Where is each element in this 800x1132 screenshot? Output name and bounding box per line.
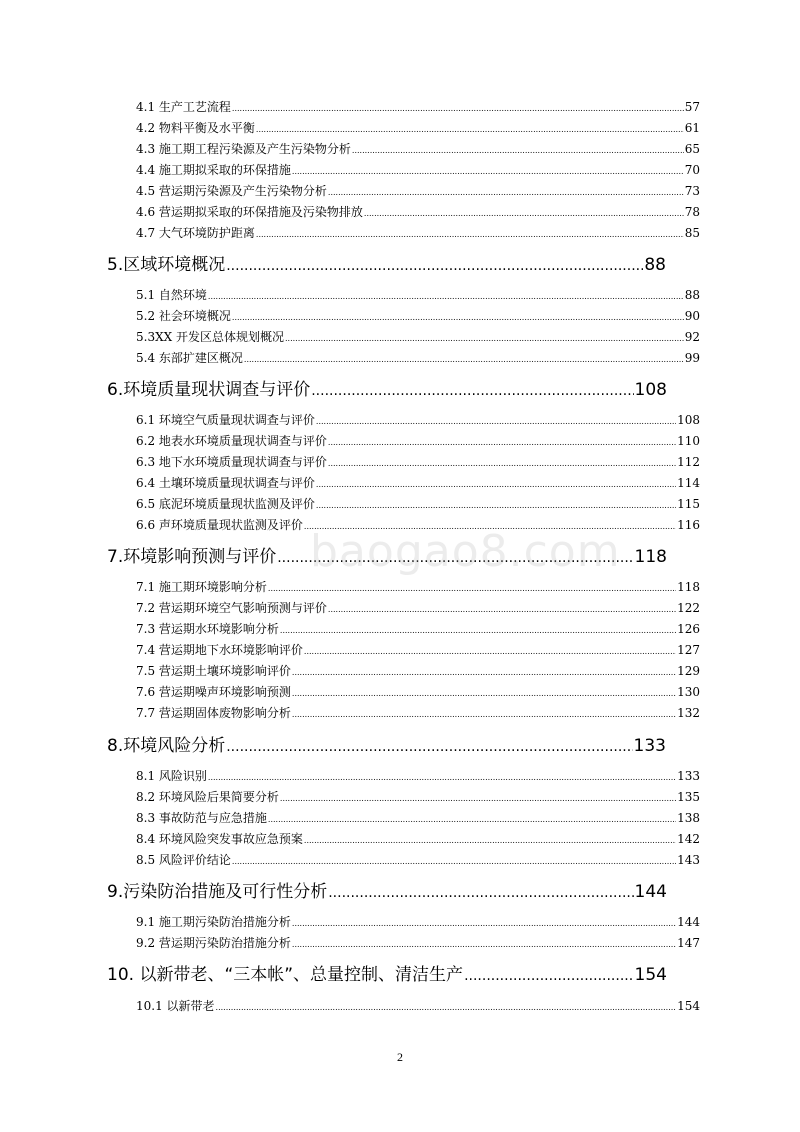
toc-page-number: 112 [677, 455, 700, 469]
toc-leader-dots [256, 226, 684, 242]
toc-page-number: 78 [684, 205, 700, 219]
toc-leader-dots [226, 254, 643, 277]
toc-chapter-label: 7.环境影响预测与评价 [107, 547, 277, 567]
toc-entry-label: 4.7 大气环境防护距离 [136, 226, 255, 240]
toc-entry-label: 6.5 底泥环境质量现状监测及评价 [136, 497, 315, 511]
toc-leader-dots [328, 601, 676, 617]
toc-page-number: 118 [634, 547, 667, 567]
toc-chapter-label: 10. 以新带老、“三本帐”、总量控制、清洁生产 [107, 965, 464, 985]
toc-page-number: 127 [677, 643, 700, 657]
toc-chapter-9[interactable] [107, 880, 667, 904]
toc-entry-5-4[interactable] [136, 349, 700, 367]
toc-page-number: 154 [677, 999, 700, 1013]
toc-leader-dots [232, 309, 684, 325]
toc-page-number: 108 [634, 380, 667, 400]
toc-entry-label: 7.1 施工期环境影响分析 [136, 580, 267, 594]
toc-leader-dots [304, 832, 676, 848]
toc-entry-label: 4.3 施工期工程污染源及产生污染物分析 [136, 142, 351, 156]
toc-page-number: 73 [684, 184, 700, 198]
toc-leader-dots [268, 811, 676, 827]
toc-entry-6-3[interactable] [136, 453, 700, 471]
toc-page-number: 114 [677, 476, 700, 490]
toc-leader-dots [364, 205, 684, 221]
toc-leader-dots [226, 735, 632, 758]
toc-chapter-label: 9.污染防治措施及可行性分析 [107, 882, 328, 902]
toc-entry-label: 8.2 环境风险后果简要分析 [136, 790, 279, 804]
toc-entry-4-7[interactable] [136, 224, 700, 242]
toc-entry-6-5[interactable] [136, 495, 700, 513]
toc-page-number: 90 [684, 309, 700, 323]
toc-entry-label: 4.2 物料平衡及水平衡 [136, 121, 255, 135]
toc-entry-label: 7.2 营运期环境空气影响预测与评价 [136, 601, 327, 615]
toc-leader-dots [292, 664, 676, 680]
toc-chapter-label: 5.区域环境概况 [107, 255, 226, 275]
toc-page-number: 133 [677, 769, 700, 783]
toc-entry-9-2[interactable] [136, 934, 700, 952]
toc-chapter-6[interactable] [107, 378, 667, 402]
toc-entry-7-3[interactable] [136, 620, 700, 638]
toc-entry-5-2[interactable] [136, 307, 700, 325]
toc-page-number: 133 [633, 736, 666, 756]
toc-entry-7-2[interactable] [136, 599, 700, 617]
toc-entry-7-6[interactable] [136, 683, 700, 701]
toc-entry-10-1[interactable] [136, 997, 700, 1015]
toc-entry-label: 5.4 东部扩建区概况 [136, 351, 243, 365]
toc-leader-dots [304, 643, 676, 659]
toc-page-number: 142 [677, 832, 700, 846]
toc-page-number: 92 [684, 330, 700, 344]
toc-page-number: 61 [684, 121, 700, 135]
toc-entry-label: 7.4 营运期地下水环境影响评价 [136, 643, 303, 657]
toc-leader-dots [232, 853, 676, 869]
toc-page-number: 135 [677, 790, 700, 804]
toc-entry-label: 8.4 环境风险突发事故应急预案 [136, 832, 303, 846]
toc-entry-4-1[interactable] [136, 98, 700, 116]
toc-page-number: 88 [644, 255, 666, 275]
toc-chapter-label: 8.环境风险分析 [107, 736, 226, 756]
toc-leader-dots [292, 936, 676, 952]
toc-page-number: 130 [677, 685, 700, 699]
toc-page-number: 144 [634, 882, 667, 902]
toc-leader-dots [316, 476, 676, 492]
toc-page-number: 115 [677, 497, 700, 511]
toc-entry-label: 10.1 以新带老 [136, 999, 215, 1013]
toc-leader-dots [292, 163, 684, 179]
toc-leader-dots [256, 121, 684, 137]
toc-entry-label: 6.3 地下水环境质量现状调查与评价 [136, 455, 327, 469]
toc-entry-6-1[interactable] [136, 411, 700, 429]
watermark: baogao8.com [310, 526, 621, 577]
toc-entry-8-1[interactable] [136, 767, 700, 785]
toc-leader-dots [244, 351, 684, 367]
toc-entry-7-5[interactable] [136, 662, 700, 680]
toc-entry-label: 8.1 风险识别 [136, 769, 207, 783]
toc-leader-dots [292, 706, 676, 722]
toc-entry-4-6[interactable] [136, 203, 700, 221]
toc-leader-dots [304, 518, 676, 534]
toc-page-number: 88 [684, 288, 700, 302]
toc-page-number: 57 [684, 100, 700, 114]
toc-page-number: 110 [677, 434, 700, 448]
toc-page-number: 154 [634, 965, 667, 985]
toc-page-number: 129 [677, 664, 700, 678]
toc-leader-dots [277, 546, 633, 569]
toc-entry-label: 7.5 营运期土壤环境影响评价 [136, 664, 291, 678]
toc-leader-dots [208, 769, 676, 785]
toc-entry-7-7[interactable] [136, 704, 700, 722]
toc-entry-label: 7.7 营运期固体废物影响分析 [136, 706, 291, 720]
toc-leader-dots [292, 915, 676, 931]
toc-entry-6-2[interactable] [136, 432, 700, 450]
toc-entry-label: 4.4 施工期拟采取的环保措施 [136, 163, 291, 177]
toc-leader-dots [316, 413, 676, 429]
toc-page-number: 143 [677, 853, 700, 867]
toc-entry-label: 4.6 营运期拟采取的环保措施及污染物排放 [136, 205, 363, 219]
toc-entry-label: 8.5 风险评价结论 [136, 853, 231, 867]
toc-page-number: 116 [677, 518, 700, 532]
toc-entry-9-1[interactable] [136, 913, 700, 931]
toc-entry-label: 9.2 营运期污染防治措施分析 [136, 936, 291, 950]
toc-entry-label: 5.3XX 开发区总体规划概况 [136, 330, 284, 344]
toc-page-number: 99 [684, 351, 700, 365]
toc-leader-dots [328, 434, 676, 450]
toc-entry-5-3[interactable] [136, 328, 700, 346]
toc-leader-dots [328, 184, 684, 200]
toc-leader-dots [352, 142, 684, 158]
toc-entry-8-5[interactable] [136, 851, 700, 869]
toc-entry-6-6[interactable] [136, 516, 700, 534]
toc-leader-dots [280, 622, 676, 638]
toc-entry-7-1[interactable] [136, 578, 700, 596]
toc-chapter-7[interactable] [107, 545, 667, 569]
toc-leader-dots [316, 497, 676, 513]
toc-entry-label: 6.4 土壤环境质量现状调查与评价 [136, 476, 315, 490]
toc-chapter-10[interactable] [107, 963, 667, 987]
toc-chapter-8[interactable] [107, 734, 666, 758]
toc-leader-dots [311, 379, 633, 402]
toc-entry-label: 5.2 社会环境概况 [136, 309, 231, 323]
toc-page-number: 85 [684, 226, 700, 240]
toc-entry-4-2[interactable] [136, 119, 700, 137]
toc-leader-dots [280, 790, 676, 806]
toc-entry-label: 6.6 声环境质量现状监测及评价 [136, 518, 303, 532]
toc-entry-4-3[interactable] [136, 140, 700, 158]
page-number: 2 [397, 1050, 403, 1064]
toc-entry-8-3[interactable] [136, 809, 700, 827]
toc-leader-dots [216, 999, 677, 1015]
toc-entry-label: 8.3 事故防范与应急措施 [136, 811, 267, 825]
toc-leader-dots [328, 881, 633, 904]
toc-entry-label: 6.2 地表水环境质量现状调查与评价 [136, 434, 327, 448]
toc-page-number: 138 [677, 811, 700, 825]
toc-entry-label: 5.1 自然环境 [136, 288, 207, 302]
toc-entry-8-4[interactable] [136, 830, 700, 848]
toc-entry-4-4[interactable] [136, 161, 700, 179]
toc-page-number: 126 [677, 622, 700, 636]
toc-entry-label: 6.1 环境空气质量现状调查与评价 [136, 413, 315, 427]
toc-entry-label: 7.6 营运期噪声环境影响预测 [136, 685, 291, 699]
toc-entry-7-4[interactable] [136, 641, 700, 659]
toc-page-number: 70 [684, 163, 700, 177]
toc-entry-label: 9.1 施工期污染防治措施分析 [136, 915, 291, 929]
toc-leader-dots [328, 455, 676, 471]
toc-leader-dots [292, 685, 676, 701]
toc-leader-dots [208, 288, 684, 304]
toc-entry-4-5[interactable] [136, 182, 700, 200]
toc-page-number: 108 [677, 413, 700, 427]
toc-page-number: 65 [684, 142, 700, 156]
toc-page-number: 147 [677, 936, 700, 950]
toc-leader-dots [268, 580, 676, 596]
toc-page-number: 132 [677, 706, 700, 720]
toc-entry-5-1[interactable] [136, 286, 700, 304]
toc-page-number: 122 [677, 601, 700, 615]
toc-entry-label: 4.5 营运期污染源及产生污染物分析 [136, 184, 327, 198]
toc-leader-dots [464, 964, 633, 987]
toc-chapter-label: 6.环境质量现状调查与评价 [107, 380, 311, 400]
toc-leader-dots [285, 330, 684, 346]
toc-entry-label: 4.1 生产工艺流程 [136, 100, 231, 114]
toc-entry-6-4[interactable] [136, 474, 700, 492]
toc-page-number: 118 [677, 580, 700, 594]
toc-page-number: 144 [677, 915, 700, 929]
toc-chapter-5[interactable] [107, 253, 666, 277]
toc-leader-dots [232, 100, 684, 116]
toc-entry-8-2[interactable] [136, 788, 700, 806]
toc-entry-label: 7.3 营运期水环境影响分析 [136, 622, 279, 636]
